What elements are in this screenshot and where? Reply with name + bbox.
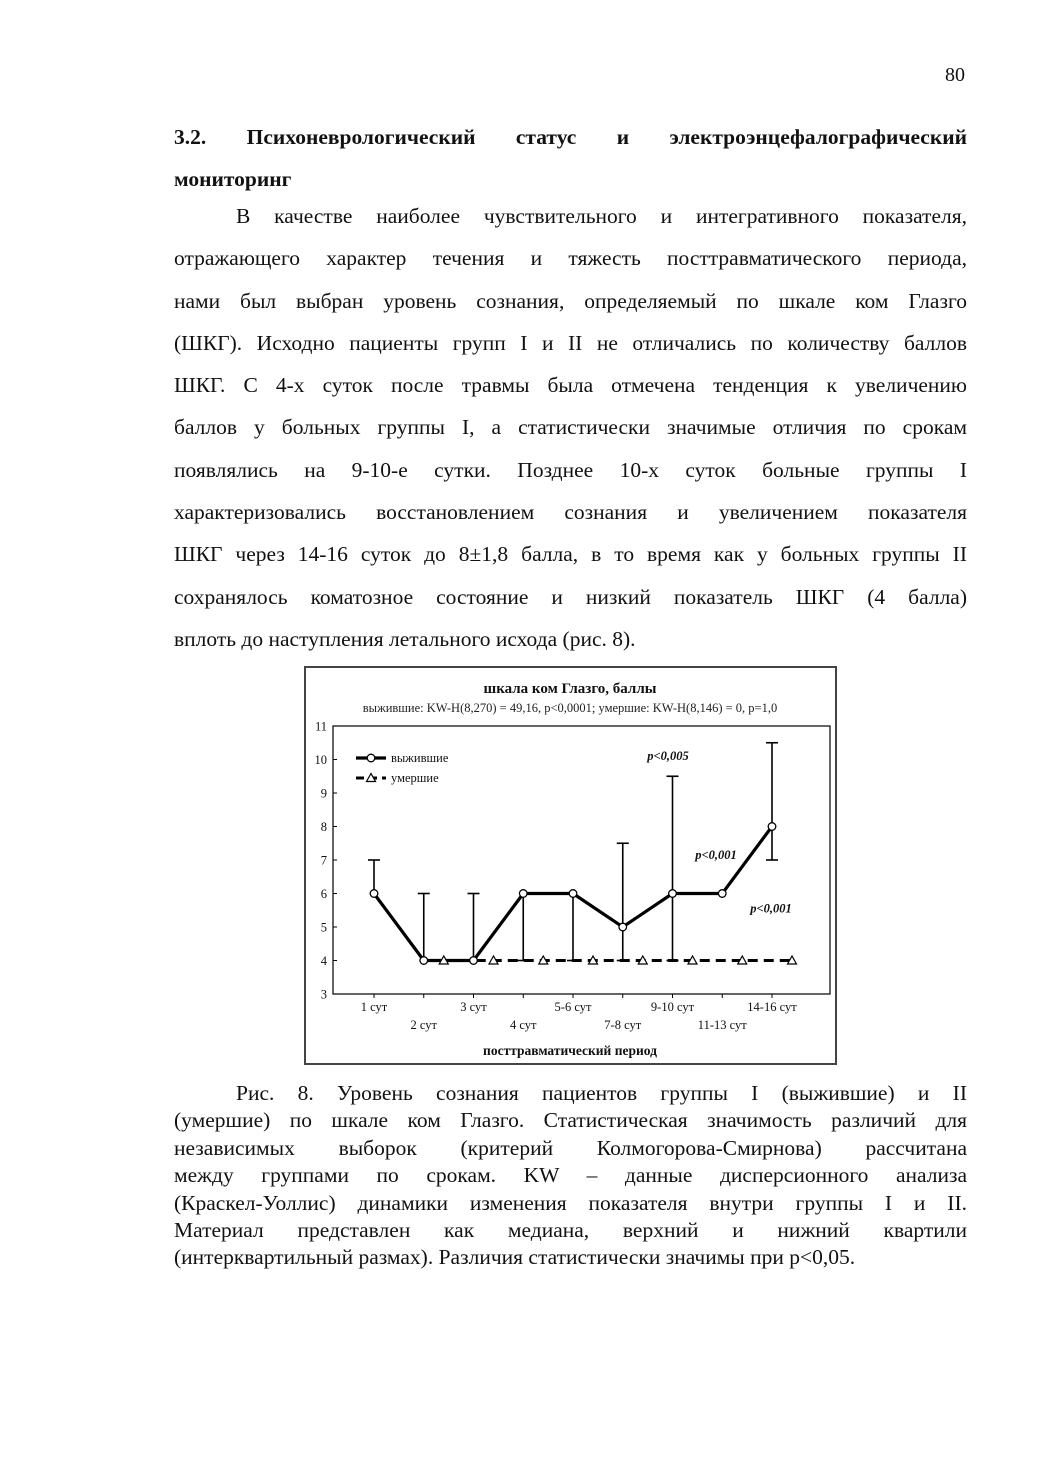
paragraph-line: отражающего характер течения и тяжесть посттравматического периода, (174, 246, 967, 271)
page-number: 80 (945, 64, 965, 86)
marker-survivors (519, 890, 527, 898)
paragraph-line: В качестве наиболее чувствительного и интегративного показателя, (236, 204, 967, 228)
legend-marker-survivors (367, 754, 375, 762)
marker-survivors (768, 823, 776, 831)
x-tick-label: 3 сут (460, 1000, 487, 1014)
y-tick-label: 3 (320, 987, 327, 1002)
section-heading (174, 116, 967, 200)
x-tick-label: 9-10 сут (650, 1000, 695, 1014)
significance-label: p<0,001 (695, 847, 737, 862)
marker-survivors (569, 890, 577, 898)
y-tick-label: 9 (320, 786, 327, 801)
x-tick-label: 1 сут (360, 1000, 388, 1014)
legend-label-survivors: выжившие (391, 751, 449, 765)
figure-caption (174, 1080, 967, 1272)
y-tick-label: 5 (320, 920, 327, 935)
paragraph-line: (ШКГ). Исходно пациенты групп I и II не отличались по количеству баллов (174, 330, 967, 355)
significance-label: p<0,005 (647, 749, 689, 764)
y-tick-label: 4 (320, 954, 327, 968)
x-tick-label: 2 сут (410, 1018, 437, 1032)
marker-survivors (370, 890, 378, 898)
chart-subtitle: выжившие: KW-H(8,270) = 49,16, p<0,0001; умершие: KW-H(8,146) = 0, p=1,0 (362, 701, 778, 715)
y-tick-label: 8 (320, 820, 327, 834)
paragraph-line: сохранялось коматозное состояние и низкий показатель ШКГ (4 балла) (174, 584, 967, 609)
x-axis-label: посттравматический период (483, 1043, 657, 1058)
y-tick-label: 7 (320, 853, 327, 868)
figure-glasgow-chart (304, 666, 837, 1065)
caption-line: (Краскел-Уоллис) динамики изменения показателя внутри группы I и II. (174, 1190, 967, 1215)
chart-svg (306, 668, 835, 1063)
caption-line: независимых выборок (критерий Колмогорова-Смирнова) рассчитана (174, 1135, 967, 1160)
caption-line: Рис. 8. Уровень сознания пациентов группы I (выжившие) и II (236, 1081, 967, 1105)
plot-area (333, 726, 830, 994)
marker-survivors (669, 890, 677, 898)
legend-label-deceased: умершие (391, 771, 439, 785)
caption-line: между группами по срокам. KW – данные дисперсионного анализа (174, 1163, 967, 1188)
section-heading-line: мониторинг (174, 167, 292, 191)
x-tick-label: 7-8 сут (604, 1018, 642, 1032)
chart-title: шкала ком Глазго, баллы (483, 681, 657, 697)
paragraph-line: ШКГ через 14-16 суток до 8±1,8 балла, в то время как у больных группы II (174, 542, 967, 567)
caption-line: Материал представлен как медиана, верхний и нижний квартили (174, 1217, 967, 1242)
marker-survivors (470, 957, 478, 965)
y-tick-label: 10 (314, 753, 327, 767)
caption-line: (интерквартильный размах). Различия статистически значимы при p<0,05. (174, 1245, 856, 1270)
y-tick-label: 11 (314, 719, 327, 734)
marker-survivors (718, 890, 726, 898)
x-tick-label: 14-16 сут (747, 1000, 797, 1014)
marker-survivors (420, 957, 428, 965)
x-tick-label: 11-13 сут (697, 1018, 747, 1032)
caption-line: (умершие) по шкале ком Глазго. Статистическая значимость различий для (174, 1108, 967, 1133)
paragraph (174, 195, 967, 660)
paragraph-line: ШКГ. С 4-х суток после травмы была отмечена тенденция к увеличению (174, 373, 967, 398)
x-tick-label: 5-6 сут (554, 1000, 592, 1014)
x-tick-label: 4 сут (510, 1018, 537, 1032)
paragraph-line: характеризовались восстановлением сознания и увеличением показателя (174, 500, 967, 525)
paragraph-line: нами был выбран уровень сознания, определяемый по шкале ком Глазго (174, 288, 967, 313)
section-heading-line: 3.2. Психоневрологический статус и электроэнцефалографический (174, 125, 967, 149)
paragraph-line: вплоть до наступления летального исхода (рис. 8). (174, 626, 636, 651)
significance-label: p<0,001 (750, 901, 792, 916)
paragraph-line: появлялись на 9-10-е сутки. Позднее 10-х суток больные группы I (174, 457, 967, 482)
marker-survivors (619, 923, 627, 931)
paragraph-line: баллов у больных группы I, а статистически значимые отличия по срокам (174, 415, 967, 440)
y-tick-label: 6 (320, 887, 327, 901)
